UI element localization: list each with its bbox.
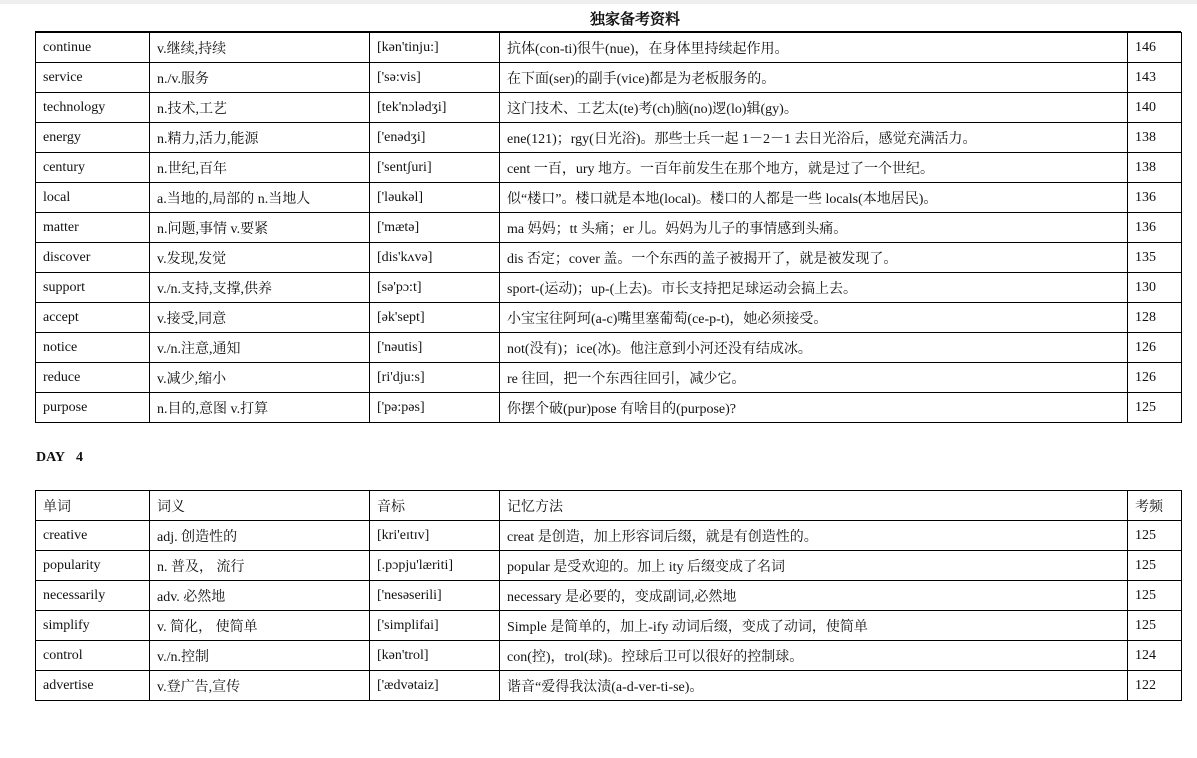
cell-meaning: v.接受,同意 [150,303,370,333]
header-frequency: 考频 [1128,491,1182,521]
cell-meaning: a.当地的,局部的 n.当地人 [150,183,370,213]
cell-word: century [36,153,150,183]
table-row [36,393,1182,423]
cell-frequency: 135 [1128,243,1182,273]
viewer-toolbar-edge [0,0,1197,4]
cell-memory-method: ene(121)；rgy(日光浴)。那些士兵一起 1－2－1 去日光浴后，感觉充满活力。 [500,123,1128,153]
table-row [36,123,1182,153]
cell-frequency: 138 [1128,153,1182,183]
cell-memory-method: dis 否定；cover 盖。一个东西的盖子被揭开了，就是被发现了。 [500,243,1128,273]
header-word: 单词 [36,491,150,521]
cell-memory-method: con(控)，trol(球)。控球后卫可以很好的控制球。 [500,641,1128,671]
cell-frequency: 136 [1128,213,1182,243]
cell-memory-method: cent 一百，ury 地方。一百年前发生在那个地方，就是过了一个世纪。 [500,153,1128,183]
header-meaning: 词义 [150,491,370,521]
cell-meaning: v.发现,发觉 [150,243,370,273]
cell-phonetic: ['ləukəl] [370,183,500,213]
cell-word: creative [36,521,150,551]
table-row [36,273,1182,303]
cell-meaning: v./n.注意,通知 [150,333,370,363]
vocab-table-day4 [35,490,1182,701]
cell-frequency: 126 [1128,363,1182,393]
cell-frequency: 136 [1128,183,1182,213]
cell-frequency: 128 [1128,303,1182,333]
cell-phonetic: [ri'dju:s] [370,363,500,393]
cell-word: advertise [36,671,150,701]
cell-memory-method: not(没有)；ice(冰)。他注意到小河还没有结成冰。 [500,333,1128,363]
cell-frequency: 146 [1128,33,1182,63]
cell-memory-method: 似“楼口”。楼口就是本地(local)。楼口的人都是一些 locals(本地居民)。 [500,183,1128,213]
cell-phonetic: ['sə:vis] [370,63,500,93]
cell-meaning: v.继续,持续 [150,33,370,63]
table-row [36,671,1182,701]
cell-phonetic: ['nesəserili] [370,581,500,611]
cell-frequency: 126 [1128,333,1182,363]
table-row [36,581,1182,611]
cell-memory-method: 在下面(ser)的副手(vice)都是为老板服务的。 [500,63,1128,93]
table-row [36,153,1182,183]
cell-meaning: adv. 必然地 [150,581,370,611]
cell-memory-method: 谐音“爱得我汰渍(a-d-ver-ti-se)。 [500,671,1128,701]
table-row [36,641,1182,671]
cell-phonetic: ['pə:pəs] [370,393,500,423]
cell-word: necessarily [36,581,150,611]
cell-frequency: 125 [1128,611,1182,641]
cell-frequency: 140 [1128,93,1182,123]
cell-memory-method: necessary 是必要的，变成副词,必然地 [500,581,1128,611]
cell-phonetic: [kən'trol] [370,641,500,671]
cell-frequency: 138 [1128,123,1182,153]
cell-frequency: 125 [1128,393,1182,423]
cell-word: popularity [36,551,150,581]
table-row [36,303,1182,333]
cell-phonetic: [kri'eɪtɪv] [370,521,500,551]
day-heading: DAY 4 [36,450,84,465]
cell-meaning: v./n.支持,支撑,供养 [150,273,370,303]
table-row [36,63,1182,93]
table-row [36,33,1182,63]
cell-meaning: v. 简化， 使简单 [150,611,370,641]
cell-word: simplify [36,611,150,641]
page-header-title: 独家备考资料 [589,10,680,28]
cell-word: purpose [36,393,150,423]
cell-word: local [36,183,150,213]
cell-frequency: 124 [1128,641,1182,671]
cell-word: discover [36,243,150,273]
cell-phonetic: [dis'kʌvə] [370,243,500,273]
cell-memory-method: 小宝宝往阿珂(a-c)嘴里塞葡萄(ce-p-t)，她必须接受。 [500,303,1128,333]
cell-memory-method: creat 是创造，加上形容词后缀，就是有创造性的。 [500,521,1128,551]
header-memory-method: 记忆方法 [500,491,1128,521]
cell-meaning: n.目的,意图 v.打算 [150,393,370,423]
table-row [36,611,1182,641]
cell-frequency: 125 [1128,551,1182,581]
cell-meaning: v.减少,缩小 [150,363,370,393]
cell-meaning: n. 普及， 流行 [150,551,370,581]
cell-meaning: n.问题,事情 v.要紧 [150,213,370,243]
table-row [36,521,1182,551]
cell-phonetic: [tek'nɔlədʒi] [370,93,500,123]
table-row [36,551,1182,581]
cell-memory-method: 你摆个破(pur)pose 有啥目的(purpose)? [500,393,1128,423]
cell-word: notice [36,333,150,363]
cell-phonetic: ['enədʒi] [370,123,500,153]
cell-word: technology [36,93,150,123]
cell-phonetic: ['simplifai] [370,611,500,641]
cell-frequency: 125 [1128,581,1182,611]
cell-word: support [36,273,150,303]
table-row [36,183,1182,213]
table-row [36,93,1182,123]
table-row [36,333,1182,363]
cell-phonetic: [sə'pɔ:t] [370,273,500,303]
cell-word: reduce [36,363,150,393]
cell-meaning: n./v.服务 [150,63,370,93]
header-row [36,491,1182,521]
cell-memory-method: popular 是受欢迎的。加上 ity 后缀变成了名词 [500,551,1128,581]
cell-memory-method: sport-(运动)；up-(上去)。市长支持把足球运动会搞上去。 [500,273,1128,303]
cell-phonetic: ['mætə] [370,213,500,243]
cell-word: accept [36,303,150,333]
cell-phonetic: [kən'tinju:] [370,33,500,63]
cell-memory-method: re 往回，把一个东西往回引，减少它。 [500,363,1128,393]
cell-frequency: 130 [1128,273,1182,303]
cell-word: matter [36,213,150,243]
cell-meaning: n.技术,工艺 [150,93,370,123]
cell-memory-method: 这门技术、工艺太(te)考(ch)脑(no)逻(lo)辑(gy)。 [500,93,1128,123]
cell-word: continue [36,33,150,63]
cell-frequency: 125 [1128,521,1182,551]
cell-word: control [36,641,150,671]
cell-meaning: v.登广告,宣传 [150,671,370,701]
cell-meaning: v./n.控制 [150,641,370,671]
cell-frequency: 122 [1128,671,1182,701]
cell-meaning: adj. 创造性的 [150,521,370,551]
cell-frequency: 143 [1128,63,1182,93]
cell-phonetic: ['sentʃuri] [370,153,500,183]
cell-word: service [36,63,150,93]
cell-phonetic: [.pɔpju'læriti] [370,551,500,581]
cell-word: energy [36,123,150,153]
cell-phonetic: ['ædvətaiz] [370,671,500,701]
table-row [36,213,1182,243]
cell-phonetic: [ək'sept] [370,303,500,333]
vocab-table-day3 [35,32,1182,423]
header-phonetic: 音标 [370,491,500,521]
cell-memory-method: 抗体(con-ti)很牛(nue)，在身体里持续起作用。 [500,33,1128,63]
cell-meaning: n.精力,活力,能源 [150,123,370,153]
cell-memory-method: ma 妈妈；tt 头痛；er 儿。妈妈为儿子的事情感到头痛。 [500,213,1128,243]
cell-memory-method: Simple 是简单的，加上-ify 动词后缀，变成了动词，使简单 [500,611,1128,641]
cell-phonetic: ['nəutis] [370,333,500,363]
cell-meaning: n.世纪,百年 [150,153,370,183]
table-row [36,363,1182,393]
table-row [36,243,1182,273]
